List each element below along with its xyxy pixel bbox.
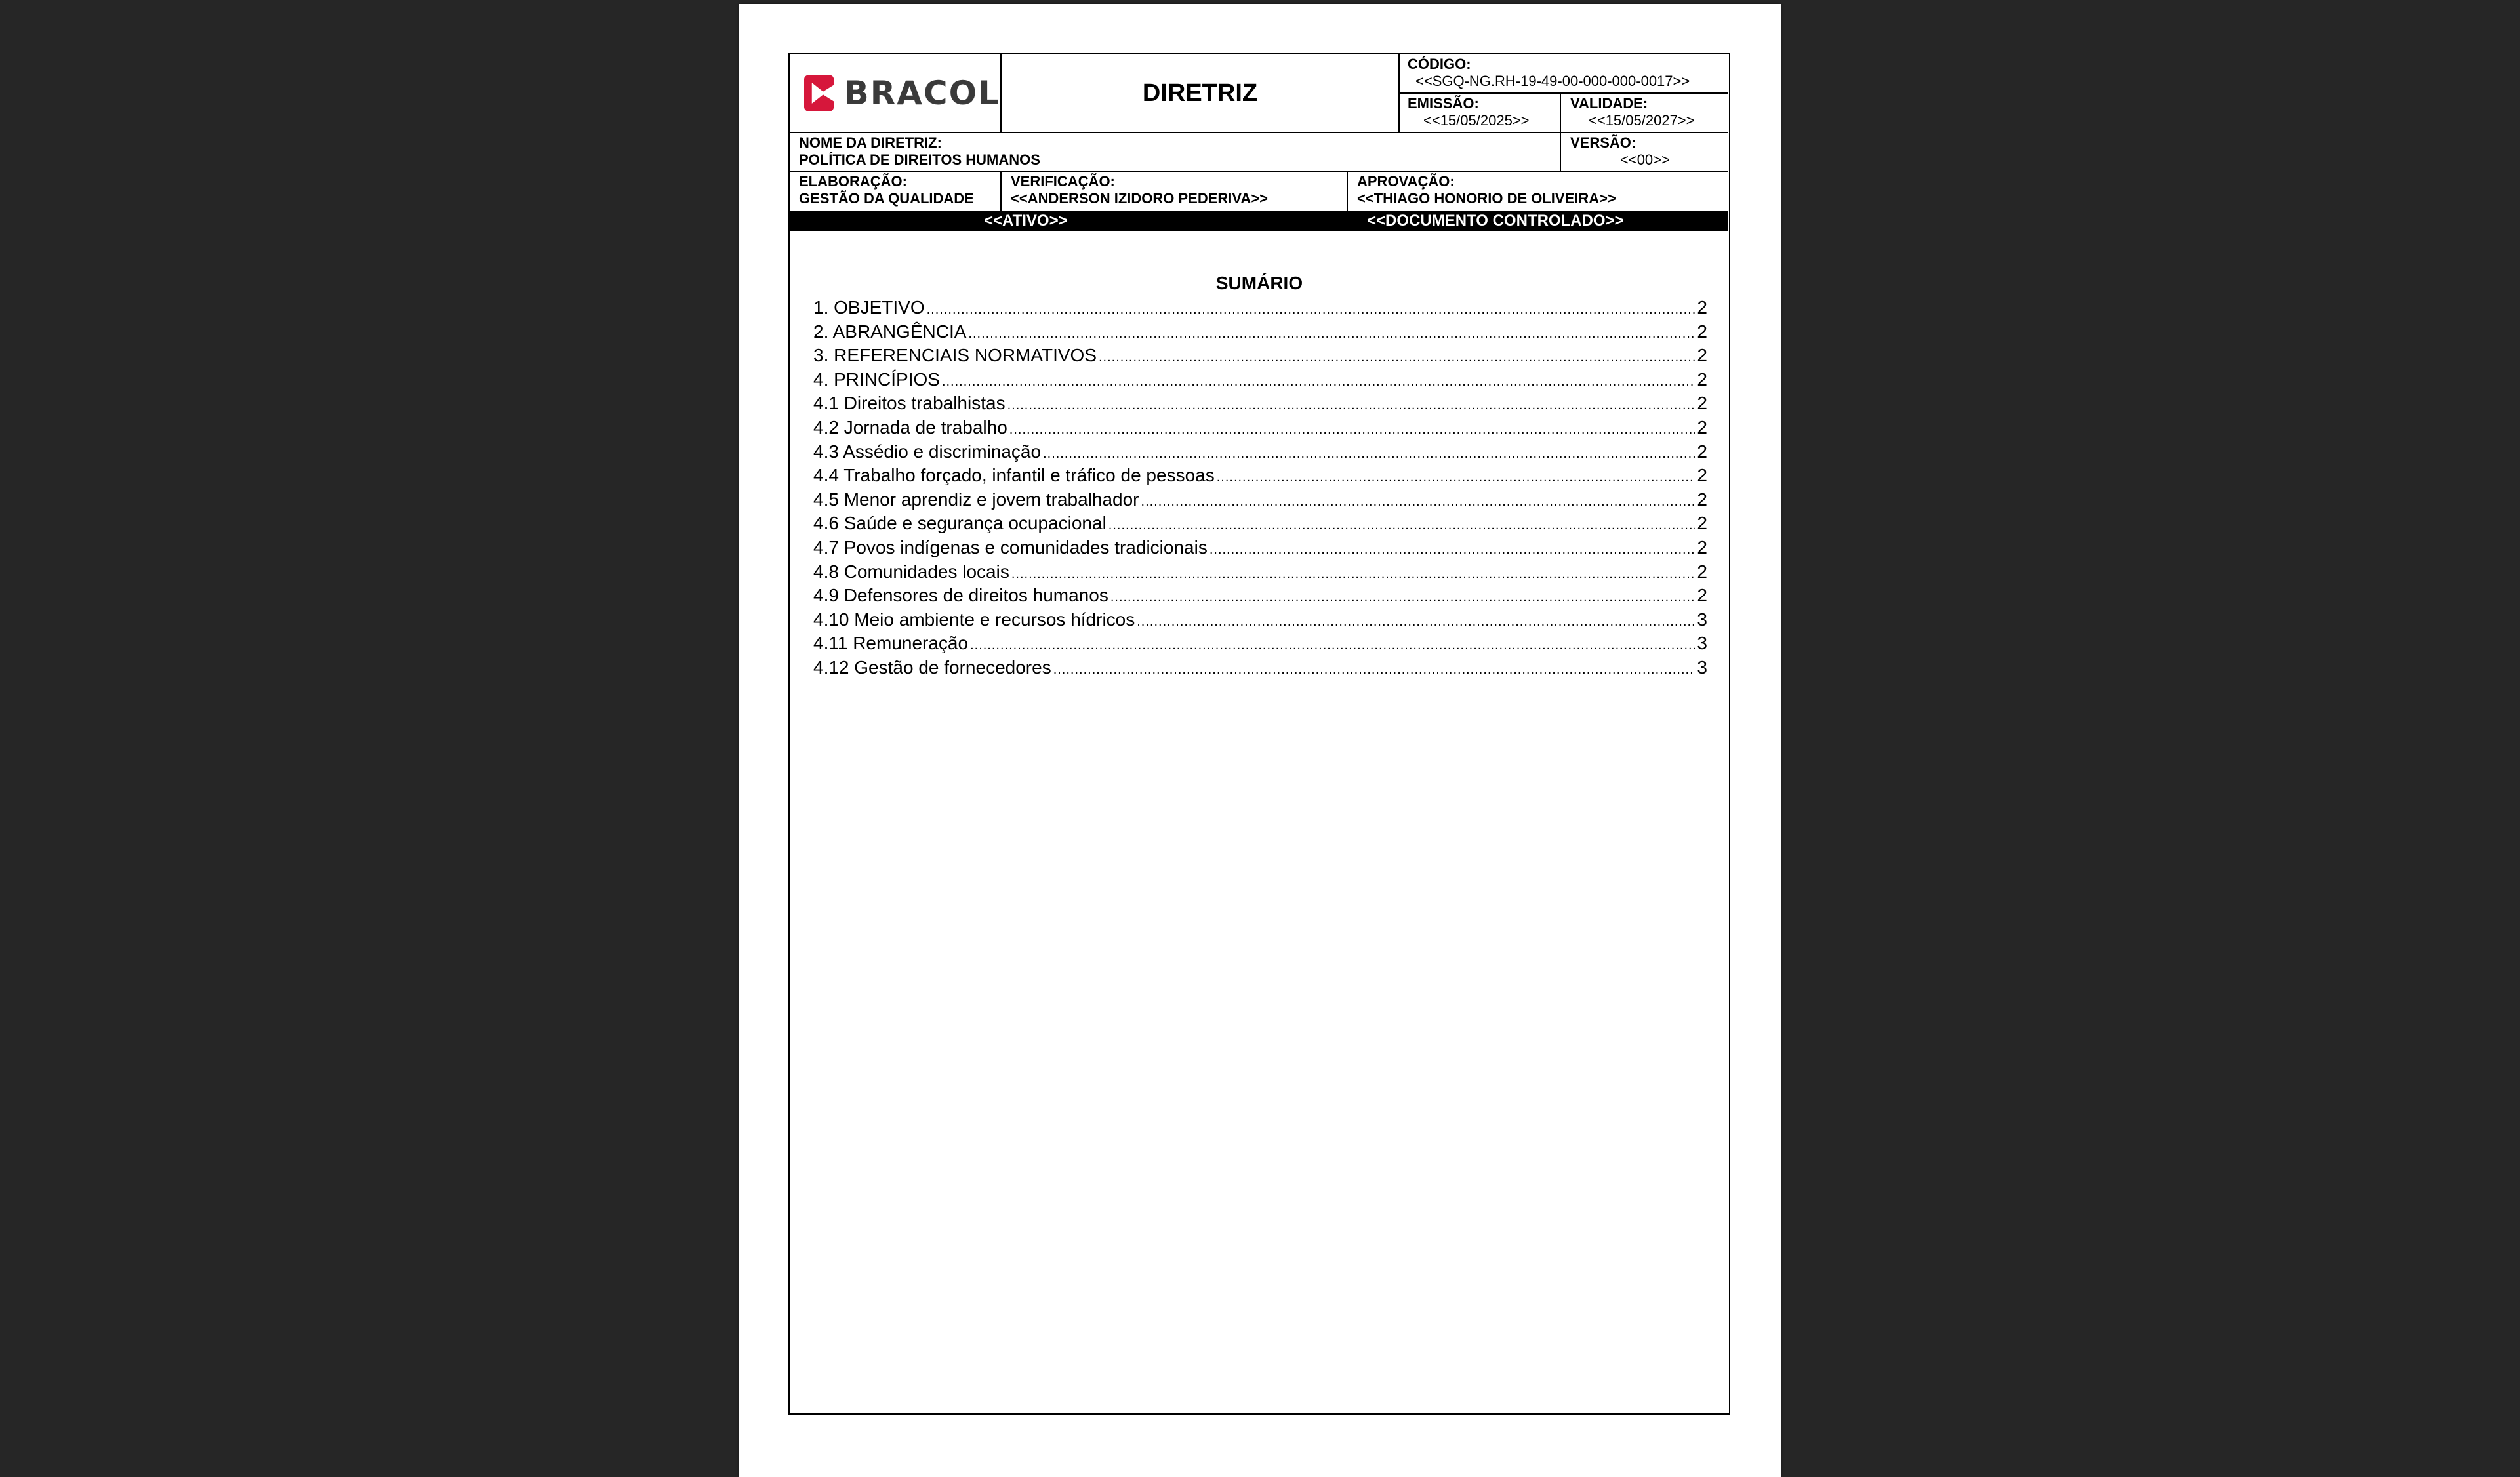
emissao-label: EMISSÃO: bbox=[1408, 95, 1479, 111]
toc-entry-page: 2 bbox=[1697, 536, 1707, 557]
toc-dot-leader bbox=[1043, 442, 1695, 466]
toc-entry-page: 2 bbox=[1697, 561, 1707, 582]
toc-entry[interactable] bbox=[813, 560, 1707, 584]
toc-entry-label: 4.1 Direitos trabalhistas bbox=[813, 393, 1006, 414]
toc-entry-page: 2 bbox=[1697, 345, 1707, 366]
toc-dot-leader bbox=[1141, 490, 1696, 514]
toc-entry-page: 2 bbox=[1697, 393, 1707, 414]
toc-entry[interactable] bbox=[813, 296, 1707, 320]
toc-entry-page: 2 bbox=[1697, 465, 1707, 486]
toc-dot-leader bbox=[927, 298, 1696, 322]
status-controlado: <<DOCUMENTO CONTROLADO>> bbox=[1367, 212, 1624, 230]
versao-label: VERSÃO: bbox=[1570, 134, 1636, 151]
toc-entry-label: 4.8 Comunidades locais bbox=[813, 561, 1009, 582]
toc-entry[interactable] bbox=[813, 464, 1707, 488]
toc-entry[interactable] bbox=[813, 632, 1707, 656]
codigo-value: <<SGQ-NG.RH-19-49-00-000-000-0017>> bbox=[1415, 73, 1690, 89]
toc-entry-label: 4.3 Assédio e discriminação bbox=[813, 441, 1042, 462]
toc-entry-label: 4.11 Remuneração bbox=[813, 633, 969, 654]
toc-entry-label: 4.6 Saúde e segurança ocupacional bbox=[813, 513, 1107, 534]
aprovacao-value: <<THIAGO HONORIO DE OLIVEIRA>> bbox=[1357, 190, 1616, 207]
toc-entry[interactable] bbox=[813, 608, 1707, 632]
toc-entry[interactable] bbox=[813, 368, 1707, 392]
toc-dot-leader bbox=[1217, 466, 1696, 490]
logo-cell bbox=[790, 54, 1000, 132]
toc-entry[interactable] bbox=[813, 392, 1707, 416]
versao-value: <<00>> bbox=[1620, 152, 1670, 168]
toc-dot-leader bbox=[1137, 610, 1695, 634]
bracol-logo-icon bbox=[804, 71, 836, 115]
toc-entry-page: 2 bbox=[1697, 297, 1707, 317]
codigo-cell bbox=[1398, 54, 1728, 92]
elaboracao-label: ELABORAÇÃO: bbox=[799, 173, 907, 190]
toc-entry[interactable] bbox=[813, 656, 1707, 680]
toc-entry-page: 2 bbox=[1697, 513, 1707, 534]
toc-dot-leader bbox=[1099, 346, 1695, 370]
toc-entry-label: 4. PRINCÍPIOS bbox=[813, 369, 940, 390]
status-bar bbox=[790, 211, 1728, 231]
toc-entry[interactable] bbox=[813, 320, 1707, 344]
validade-value: <<15/05/2027>> bbox=[1589, 112, 1695, 129]
document-title: DIRETRIZ bbox=[1142, 79, 1258, 107]
toc-dot-leader bbox=[1110, 586, 1696, 610]
toc-dot-leader bbox=[942, 370, 1695, 394]
toc-entry[interactable] bbox=[813, 488, 1707, 512]
nome-value: POLÍTICA DE DIREITOS HUMANOS bbox=[799, 152, 1040, 168]
toc-dot-leader bbox=[1209, 538, 1696, 562]
verificacao-value: <<ANDERSON IZIDORO PEDERIVA>> bbox=[1011, 190, 1269, 207]
toc-entry[interactable] bbox=[813, 512, 1707, 536]
toc-entry-page: 3 bbox=[1697, 609, 1707, 630]
emissao-cell bbox=[1398, 92, 1560, 132]
aprovacao-label: APROVAÇÃO: bbox=[1357, 173, 1455, 190]
toc-entry-label: 4.12 Gestão de fornecedores bbox=[813, 657, 1051, 678]
toc-entry-page: 2 bbox=[1697, 441, 1707, 462]
toc-entry-page: 3 bbox=[1697, 657, 1707, 678]
toc-dot-leader bbox=[1009, 418, 1696, 442]
verificacao-cell bbox=[1000, 171, 1347, 211]
toc-dot-leader bbox=[1007, 394, 1696, 418]
emissao-value: <<15/05/2025>> bbox=[1423, 112, 1530, 129]
elaboracao-value: GESTÃO DA QUALIDADE bbox=[799, 190, 974, 207]
toc-dot-leader bbox=[970, 634, 1695, 658]
toc-entry-label: 4.10 Meio ambiente e recursos hídricos bbox=[813, 609, 1135, 630]
title-cell bbox=[1000, 54, 1398, 132]
toc-entry-page: 3 bbox=[1697, 633, 1707, 654]
toc-entry-label: 4.4 Trabalho forçado, infantil e tráfico de pessoas bbox=[813, 465, 1215, 486]
toc-entry-label: 1. OBJETIVO bbox=[813, 297, 925, 317]
toc-entry[interactable] bbox=[813, 440, 1707, 464]
toc-entry-label: 4.9 Defensores de direitos humanos bbox=[813, 585, 1108, 606]
toc-entry-label: 3. REFERENCIAIS NORMATIVOS bbox=[813, 345, 1097, 366]
toc-entry[interactable] bbox=[813, 536, 1707, 560]
toc-entry[interactable] bbox=[813, 344, 1707, 368]
page-frame bbox=[788, 53, 1730, 1415]
toc-entry-label: 2. ABRANGÊNCIA bbox=[813, 321, 967, 342]
document-page bbox=[739, 4, 1781, 1477]
nome-cell bbox=[790, 132, 1560, 171]
codigo-label: CÓDIGO: bbox=[1408, 56, 1471, 72]
toc-entry-label: 4.7 Povos indígenas e comunidades tradicionais bbox=[813, 536, 1208, 557]
elaboracao-cell bbox=[790, 171, 1000, 211]
aprovacao-cell bbox=[1347, 171, 1728, 211]
toc-entry-page: 2 bbox=[1697, 369, 1707, 390]
toc-dot-leader bbox=[1053, 658, 1696, 682]
toc-entry-label: 4.2 Jornada de trabalho bbox=[813, 416, 1007, 437]
toc-title: SUMÁRIO bbox=[1215, 273, 1303, 293]
toc-entry[interactable] bbox=[813, 584, 1707, 608]
toc-entry-page: 2 bbox=[1697, 416, 1707, 437]
verificacao-label: VERIFICAÇÃO: bbox=[1011, 173, 1115, 190]
status-ativo: <<ATIVO>> bbox=[984, 212, 1068, 230]
validade-cell bbox=[1560, 92, 1728, 132]
toc-dot-leader bbox=[1011, 562, 1696, 586]
logo-text: BRACOL bbox=[843, 74, 1000, 112]
toc-entry-page: 2 bbox=[1697, 489, 1707, 510]
toc-list bbox=[813, 296, 1707, 680]
versao-cell bbox=[1560, 132, 1728, 171]
nome-label: NOME DA DIRETRIZ: bbox=[799, 134, 942, 151]
toc-dot-leader bbox=[1108, 514, 1696, 538]
toc-entry-page: 2 bbox=[1697, 585, 1707, 606]
toc-entry-page: 2 bbox=[1697, 321, 1707, 342]
toc-entry-label: 4.5 Menor aprendiz e jovem trabalhador bbox=[813, 489, 1139, 510]
validade-label: VALIDADE: bbox=[1570, 95, 1648, 111]
toc-entry[interactable] bbox=[813, 416, 1707, 440]
toc-dot-leader bbox=[968, 322, 1695, 346]
